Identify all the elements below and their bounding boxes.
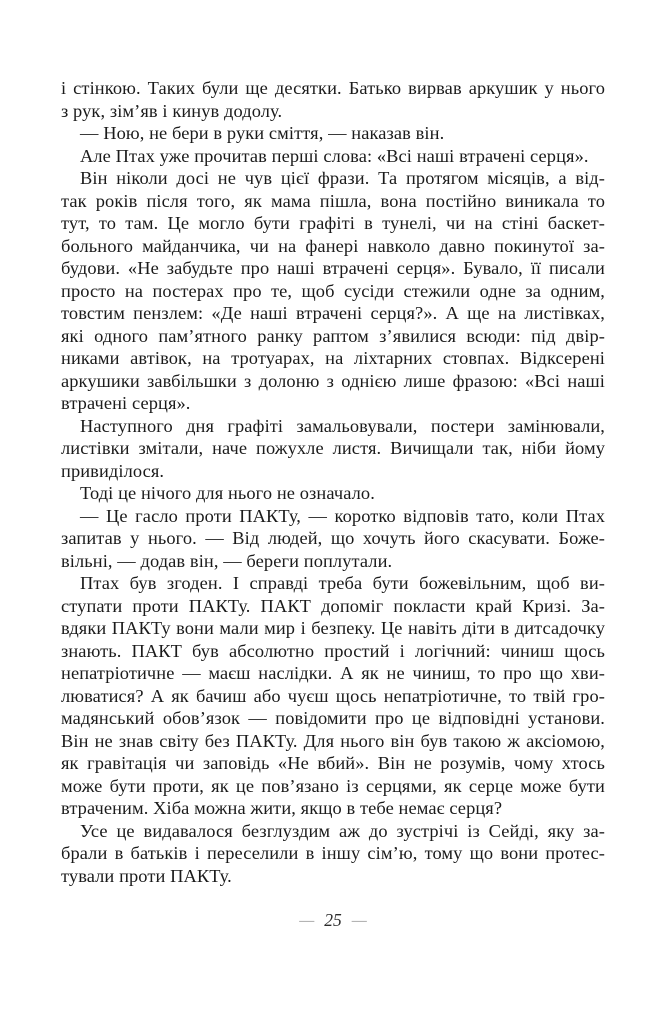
folio-number: 25 bbox=[324, 910, 342, 930]
text-line: будови. «Не забудьте про наші втрачені серця». Бувало, її писали bbox=[61, 258, 605, 278]
text-line: втрачені серця». bbox=[61, 393, 191, 413]
text-line: аркушики завбільшки з долоню з однією лише фразою: «Всі наші bbox=[61, 370, 605, 391]
text-line: вільні, — додав він, — береги поплутали. bbox=[61, 550, 393, 571]
text-line: втраченим. Хіба можна жити, якщо в тебе немає серця? bbox=[61, 798, 503, 818]
text-line: листівки змітали, наче пожухле листя. Вичищали так, ніби йому bbox=[61, 438, 605, 458]
text-line: Усе це видавалося безглуздим аж до зустрічі із Сейді, яку за- bbox=[80, 820, 605, 841]
text-line: Наступного дня графіті замальовували, постери замінювали, bbox=[80, 415, 605, 436]
text-line: вдяки ПАКТу вони мали мир і безпеку. Це навіть діти в дитсадочку bbox=[61, 618, 605, 638]
text-line: люватися? А як бачиш або чуєш щось непатріотичне, то твій гро- bbox=[61, 685, 605, 706]
text-line: тували проти ПАКТу. bbox=[61, 865, 232, 886]
text-line: Птах був згоден. І справді треба бути божевільним, щоб ви- bbox=[80, 573, 605, 593]
text-line: Але Птах уже прочитав перші слова: «Всі наші втрачені серця». bbox=[80, 145, 589, 166]
text-line: може бути проти, як це пов’язано із серцями, як серце може бути bbox=[61, 775, 605, 796]
text-line: просто на постерах про те, щоб сусіди стежили одне за одним, bbox=[61, 280, 605, 301]
text-block bbox=[61, 77, 605, 887]
text-line: і стінкою. Таких були ще десятки. Батько вирвав аркушик у нього bbox=[61, 78, 605, 98]
text-line: як гравітація чи заповідь «Не вбий». Він не розумів, чому хтось bbox=[61, 753, 605, 773]
text-line: товстим пензлем: «Де наші втрачені серця?». А ще на листівках, bbox=[61, 303, 605, 323]
text-line: Він не знав світу без ПАКТу. Для нього він був такою ж аксіомою, bbox=[61, 730, 605, 751]
text-line: знають. ПАКТ був абсолютно простий і логічний: чиниш щось bbox=[61, 640, 605, 661]
text-line: Він ніколи досі не чув цієї фрази. Та протягом місяців, а від- bbox=[80, 168, 605, 188]
text-line: так років після того, як мама пішла, вона постійно виникала то bbox=[61, 190, 605, 211]
text-line: ступати проти ПАКТу. ПАКТ допоміг покласти край Кризі. За- bbox=[61, 595, 605, 616]
text-line: брали в батьків і переселили в іншу сім’ю, тому що вони протес- bbox=[61, 843, 605, 863]
text-line: никами автівок, на тротуарах, на ліхтарних стовпах. Відксерені bbox=[61, 348, 605, 368]
text-line: — Це гасло проти ПАКТу, — коротко відповів тато, коли Птах bbox=[80, 505, 605, 526]
text-line: Тоді це нічого для нього не означало. bbox=[80, 483, 375, 503]
text-line: больного майданчика, чи на фанері навколо давно покинутої за- bbox=[61, 235, 605, 256]
text-line: тут, то там. Це могло бути графіті в тунелі, чи на стіні баскет- bbox=[61, 213, 605, 233]
text-line: з рук, зім’яв і кинув додолу. bbox=[61, 100, 283, 121]
text-line: привиділося. bbox=[61, 460, 165, 481]
page-number bbox=[61, 908, 605, 934]
text-line: запитав у нього. — Від людей, що хочуть його скасувати. Боже- bbox=[61, 528, 605, 548]
text-line: — Ною, не бери в руки сміття, — наказав він. bbox=[80, 123, 445, 143]
text-line: які одного пам’ятного ранку раптом з’явилися всюди: під двір- bbox=[61, 325, 605, 346]
folio-dash-left: — bbox=[299, 913, 315, 929]
text-line: мадянський обов’язок — повідомити про це відповідні установи. bbox=[61, 708, 605, 728]
folio-dash-right: — bbox=[351, 913, 367, 929]
text-line: непатріотичне — маєш наслідки. А як не чиниш, то про що хви- bbox=[61, 663, 605, 683]
